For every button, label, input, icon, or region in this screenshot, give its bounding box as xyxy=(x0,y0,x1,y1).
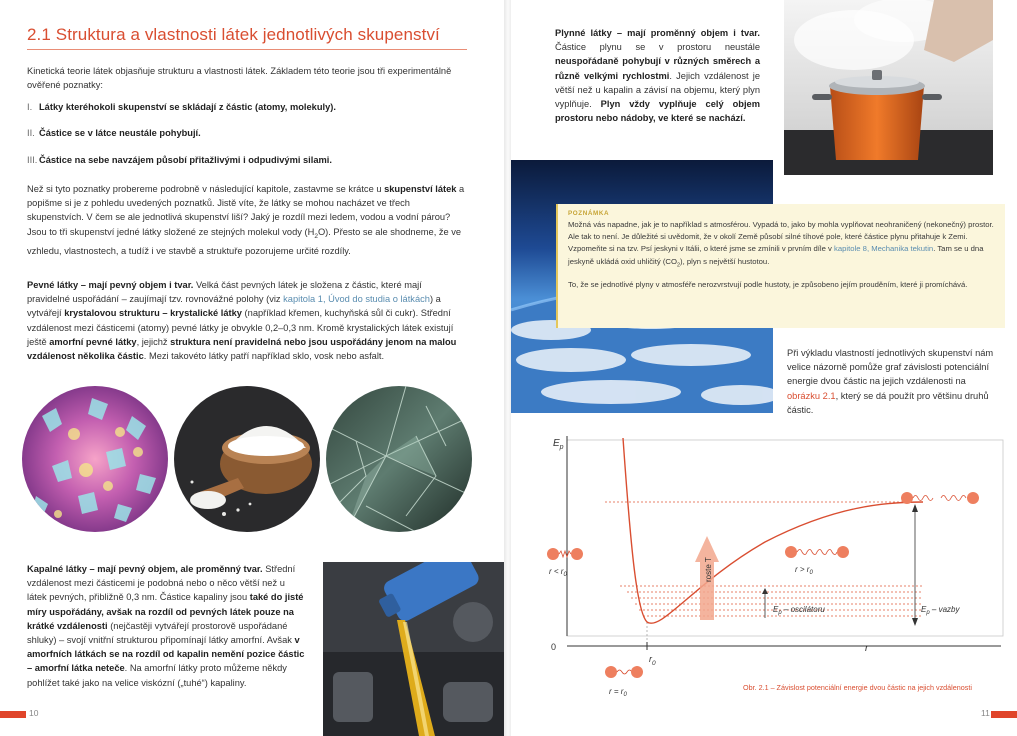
particle-pair-compressed xyxy=(547,548,583,560)
x-axis-label: r xyxy=(865,643,869,654)
postulate-number: II. xyxy=(27,128,35,139)
section-title: 2.1 Struktura a vlastnosti látek jednotlivých skupenství xyxy=(27,25,440,44)
graph-intro-paragraph: Při výkladu vlastností jednotlivých skupenství nám velice názorně pomůže graf závislosti potenciální energie dvou částic na jejich vzdálenosti na obrázku 2.1, který se dá použít pro většinu druhů částic. xyxy=(787,348,994,415)
oscillator-energy-label: $E_p$ – oscilátoru xyxy=(773,605,825,616)
r-greater-label: $r > r_0$ xyxy=(795,565,813,576)
broken-glass-photo xyxy=(326,386,472,532)
right-page xyxy=(511,0,1017,736)
note-paragraph-2: To, že se jednotlivé plyny v atmosféře nerozvrstvují podle hustoty, je způsobeno jejím prouděním, které ji promíchává. xyxy=(568,280,968,290)
page-tab-marker xyxy=(991,711,1017,718)
gases-paragraph: Plynné látky – mají proměnný objem i tvar. Částice plynu se v prostoru neustále neuspořádaně pohybují v různých směrech a různě velkými rychlostmi. Jejich vzdálenost je větší než u kapalin a závisí na objemu, který plyn vyplňuje. Plyn vždy vyplňuje celý objem prostoru nebo nádoby, ve které se nachází. xyxy=(555,28,760,124)
title-divider xyxy=(27,49,467,50)
page-number: 11 xyxy=(981,708,990,718)
r-less-label: $r < r_0$ xyxy=(549,567,567,578)
states-paragraph: Než si tyto poznatky probereme podrobně v následující kapitole, zastavme se krátce u skupenství látek a popišme si je z pohledu uvedených poznatků. Jistě víte, že látky se mohou nacházet ve třech skupenstvích. V čem se ale jednotlivá skupenství liší? Jaký je rozdíl mezi ledem, vodou a vodní párou? Jsou to tři skupenství jedné látky složené ze stejných molekul vody $(H_2O)$. Přesto se ale shodneme, že ve vzhledu, vlastnostech, a tudíž i ve stavbě a struktuře pozorujeme určité rozdíly. xyxy=(27,184,465,256)
postulate-text: Částice na sebe navzájem působí přitažlivými i odpudivými silami. xyxy=(39,154,332,165)
intro-paragraph: Kinetická teorie látek objasňuje strukturu a vlastnosti látek. Základem této teorie jsou tři experimentálně ověřené poznatky: xyxy=(27,66,452,91)
potential-energy-graph xyxy=(545,432,1005,702)
postulate-text: Látky kteréhokoli skupenství se skládají z částic (atomy, molekuly). xyxy=(39,102,336,112)
salt-photo xyxy=(174,386,320,532)
y-axis-label: $E_p$ xyxy=(553,438,564,451)
postulate-2 xyxy=(27,126,467,140)
solids-paragraph: Pevné látky – mají pevný objem i tvar. Velká část pevných látek je složena z částic, které mají pravidelné uspořádání – zaujímají tzv. rovnovážné polohy (viz kapitola 1, Úvod do studia o látkách) a vytvářejí krystalovou strukturu – krystalické látky (například křemen, kuchyňská sůl či cukr). Střední vzdálenost mezi částicemi (atomy) pevné látky je obvykle 0,2–0,3 nm. Kromě krystalických látek existují ještě amorfní pevné látky, jejichž struktura není pravidelná nebo jsou uspořádány jenom na malou vzdálenost několika částic. Mezi takovéto látky patří například sklo, vosk nebo asfalt. xyxy=(27,280,457,362)
temperature-label: roste T xyxy=(704,557,713,582)
crystal-photo xyxy=(22,386,168,532)
particle-pair-stretched xyxy=(785,546,849,558)
postulate-text: Částice se v látce neustále pohybují. xyxy=(39,128,201,139)
liquids-paragraph: Kapalné látky – mají pevný objem, ale proměnný tvar. Střední vzdálenost mezi částicemi je podobná nebo o něco větší než u látek pevných, přibližně 0,3 nm. Částice kapaliny jsou také do jisté míry uspořádány, avšak na rozdíl od pevných látek pouze na krátké vzdálenosti (nejčastěji vytvářejí prostorově uspořádané shluky) – svojí vnitřní strukturou připomínají látky amorfní. Avšak v amorfních látkách se na rozdíl od kapalin nemění pozice částic – amorfní látka neteče. Na amorfní látky proto můžeme někdy pohlížet také jako na velice viskózní („tuhé“) kapaliny. xyxy=(27,564,305,688)
page-number: 10 xyxy=(29,708,39,718)
chapter-link[interactable]: kapitola 1, Úvod do studia o látkách xyxy=(283,294,430,305)
figure-link[interactable]: obrázku 2.1 xyxy=(787,390,836,401)
energy-levels xyxy=(605,502,923,616)
r0-label: $r_0$ xyxy=(649,654,656,667)
potential-curve xyxy=(623,438,923,623)
chapter-8-link[interactable]: kapitole 8, Mechanika tekutin xyxy=(834,244,934,254)
page-tab-marker xyxy=(0,711,26,718)
postulate-number: III. xyxy=(27,154,38,165)
figure-caption: Obr. 2.1 – Závislost potenciální energie dvou částic na jejich vzdálenosti xyxy=(743,683,972,692)
r-equal-label: $r = r_0$ xyxy=(609,687,627,698)
origin-label: 0 xyxy=(551,642,557,652)
postulate-number: I. xyxy=(27,102,33,112)
left-page xyxy=(0,0,506,736)
postulate-3 xyxy=(27,153,467,167)
boiling-pot-photo xyxy=(784,0,993,175)
bond-energy-label: $E_p$ – vazby xyxy=(921,605,960,616)
postulate-list xyxy=(27,100,467,179)
oil-pouring-photo xyxy=(323,562,506,736)
particle-pair-equilibrium xyxy=(605,666,643,678)
postulate-1 xyxy=(27,100,467,114)
note-paragraph-1: Možná vás napadne, jak je to například s atmosférou. Vypadá to, jako by mohla vyplňovat neohraničený (nekonečný) prostor. Ale tak to není. Je důležité si uvědomit, že v okolí Země působí silné tíhové pole, které částice plynu přitahuje k Zemi. Vzpomeňte si na tzv. Psí jeskyni v Itálii, o které jsme se zmínili v prvním díle v kapitole 8, Mechanika tekutin. Tam se u dna jeskyně ukládá oxid uhličitý $(CO_2)$, plyn s největší hustotou. xyxy=(568,220,994,269)
note-heading: POZNÁMKA xyxy=(568,210,610,217)
note-box xyxy=(556,204,1005,328)
